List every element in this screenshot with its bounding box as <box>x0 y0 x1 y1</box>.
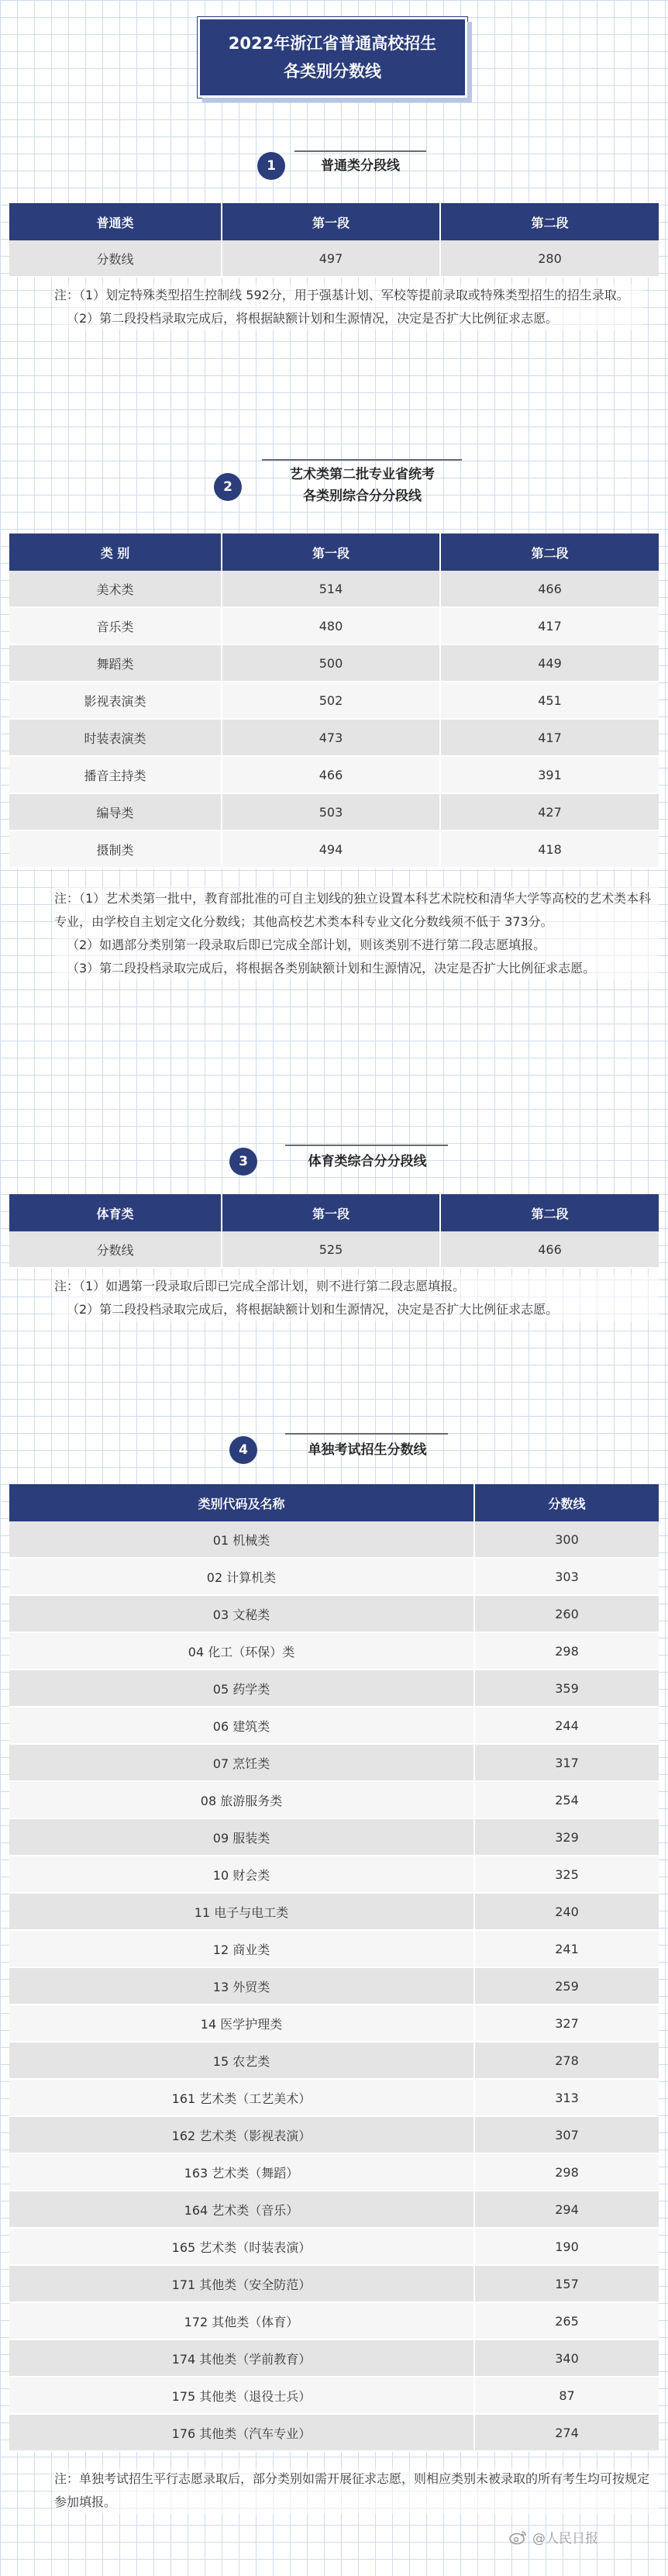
table-cell: 502 <box>222 682 440 719</box>
table-cell: 313 <box>474 2079 659 2116</box>
table-row <box>9 2116 659 2153</box>
table-header-cell: 第二段 <box>440 1194 659 1231</box>
table-header-cell: 普通类 <box>9 203 222 240</box>
table-header-row <box>9 534 659 571</box>
table-cell: 190 <box>474 2228 659 2265</box>
table-cell: 分数线 <box>9 1231 222 1268</box>
section-2-title-line1: 艺术类第二批专业省统考 <box>290 467 435 482</box>
table-cell: 05 药学类 <box>9 1670 474 1707</box>
section-3-table <box>9 1194 659 1269</box>
table-cell: 327 <box>474 2005 659 2042</box>
table-row <box>9 644 659 682</box>
table-header-row <box>9 1484 659 1521</box>
section-3-notes <box>54 1275 659 1321</box>
table-row <box>9 2005 659 2042</box>
table-cell: 391 <box>440 756 659 793</box>
table-cell: 影视表演类 <box>9 682 222 719</box>
table-cell: 417 <box>440 719 659 756</box>
section-4-title: 单独考试招生分数线 <box>308 1442 427 1458</box>
note-paragraph: 注：（1）如遇第一段录取后即已完成全部计划，则不进行第二段志愿填报。 <box>54 1279 466 1293</box>
table-cell: 494 <box>222 830 440 868</box>
note-paragraph: 注：（1）艺术类第一批中，教育部批准的可自主划线的独立设置本科艺术院校和清华大学等高校的艺术类本科专业，由学校自主划定文化分数线；其他高校艺术类本科专业文化分数线须不低于 373分。 <box>54 891 652 929</box>
table-cell: 174 其他类（学前教育） <box>9 2339 474 2377</box>
page-title-line2: 各类别分数线 <box>284 62 381 81</box>
table-row <box>9 793 659 830</box>
table-row <box>9 1818 659 1856</box>
table-row <box>9 1521 659 1558</box>
table-row <box>9 2265 659 2302</box>
table-cell: 07 烹饪类 <box>9 1744 474 1781</box>
note-paragraph: （3）第二段投档录取完成后，将根据各类别缺额计划和生源情况，决定是否扩大比例征求志愿。 <box>67 961 596 975</box>
table-cell: 162 艺术类（影视表演） <box>9 2116 474 2153</box>
table-cell: 09 服装类 <box>9 1818 474 1856</box>
table-cell: 241 <box>474 1930 659 1967</box>
table-cell: 165 艺术类（时装表演） <box>9 2228 474 2265</box>
weibo-icon <box>509 2529 528 2545</box>
note-paragraph: 注：单独考试招生平行志愿录取后，部分类别如需开展征求志愿，则相应类别未被录取的所有考生均可按规定参加填报。 <box>54 2471 650 2509</box>
table-cell: 466 <box>440 571 659 607</box>
table-row <box>9 1930 659 1967</box>
table-row <box>9 1558 659 1595</box>
table-header-cell: 第一段 <box>222 534 440 571</box>
table-row <box>9 2339 659 2377</box>
section-2-title <box>256 464 469 507</box>
table-row <box>9 1231 659 1268</box>
table-cell: 278 <box>474 2042 659 2079</box>
table-cell: 329 <box>474 1818 659 1856</box>
table-cell: 340 <box>474 2339 659 2377</box>
table-cell: 08 旅游服务类 <box>9 1781 474 1818</box>
table-header-cell: 类别代码及名称 <box>9 1484 474 1521</box>
table-row <box>9 2228 659 2265</box>
section-4-notes <box>54 2467 659 2514</box>
note-paragraph: （2）第二段投档录取完成后，将根据缺额计划和生源情况，决定是否扩大比例征求志愿。 <box>67 311 559 326</box>
table-row <box>9 2191 659 2228</box>
table-cell: 240 <box>474 1893 659 1930</box>
table-row <box>9 1893 659 1930</box>
table-row <box>9 1744 659 1781</box>
table-row <box>9 2042 659 2079</box>
table-cell: 15 农艺类 <box>9 2042 474 2079</box>
table-cell: 03 文秘类 <box>9 1595 474 1632</box>
table-cell: 466 <box>222 756 440 793</box>
table-cell: 451 <box>440 682 659 719</box>
table-row <box>9 719 659 756</box>
page-title <box>198 17 467 98</box>
table-cell: 175 其他类（退役士兵） <box>9 2377 474 2414</box>
table-cell: 300 <box>474 1521 659 1558</box>
table-cell: 260 <box>474 1595 659 1632</box>
section-3-divider <box>285 1145 448 1146</box>
table-cell: 音乐类 <box>9 607 222 644</box>
table-cell: 11 电子与电工类 <box>9 1893 474 1930</box>
table-row <box>9 830 659 868</box>
table-cell: 157 <box>474 2265 659 2302</box>
watermark <box>509 2527 598 2547</box>
table-cell: 87 <box>474 2377 659 2414</box>
table-cell: 298 <box>474 2153 659 2191</box>
table-cell: 摄制类 <box>9 830 222 868</box>
table-cell: 280 <box>440 240 659 277</box>
section-2-table <box>9 534 659 868</box>
section-2-divider <box>262 459 462 461</box>
section-1-notes <box>54 284 643 330</box>
section-3-number: 3 <box>229 1148 257 1176</box>
table-cell: 163 艺术类（舞蹈） <box>9 2153 474 2191</box>
table-cell: 303 <box>474 1558 659 1595</box>
table-cell: 舞蹈类 <box>9 644 222 682</box>
table-cell: 325 <box>474 1856 659 1893</box>
table-cell: 04 化工（环保）类 <box>9 1632 474 1670</box>
table-row <box>9 2302 659 2339</box>
section-1-divider <box>294 150 426 152</box>
section-1-table <box>9 203 659 278</box>
table-cell: 298 <box>474 1632 659 1670</box>
table-row <box>9 1856 659 1893</box>
table-cell: 497 <box>222 240 440 277</box>
table-cell: 美术类 <box>9 571 222 607</box>
table-header-cell: 第一段 <box>222 203 440 240</box>
table-cell: 359 <box>474 1670 659 1707</box>
table-cell: 02 计算机类 <box>9 1558 474 1595</box>
note-paragraph: 注：（1）划定特殊类型招生控制线 592分，用于强基计划、军校等提前录取或特殊类型招生的招生录取。 <box>54 288 629 302</box>
table-cell: 161 艺术类（工艺美术） <box>9 2079 474 2116</box>
table-header-cell: 第二段 <box>440 203 659 240</box>
table-cell: 500 <box>222 644 440 682</box>
table-cell: 294 <box>474 2191 659 2228</box>
table-cell: 244 <box>474 1707 659 1744</box>
table-cell: 13 外贸类 <box>9 1967 474 2005</box>
table-row <box>9 1781 659 1818</box>
table-header-cell: 分数线 <box>474 1484 659 1521</box>
table-cell: 473 <box>222 719 440 756</box>
table-cell: 171 其他类（安全防范） <box>9 2265 474 2302</box>
table-row <box>9 2377 659 2414</box>
table-cell: 10 财会类 <box>9 1856 474 1893</box>
note-paragraph: （2）第二段投档录取完成后，将根据缺额计划和生源情况，决定是否扩大比例征求志愿。 <box>67 1302 559 1317</box>
table-header-cell: 体育类 <box>9 1194 222 1231</box>
section-4-table <box>9 1484 659 2452</box>
table-cell: 525 <box>222 1231 440 1268</box>
table-cell: 12 商业类 <box>9 1930 474 1967</box>
table-cell: 172 其他类（体育） <box>9 2302 474 2339</box>
table-row <box>9 682 659 719</box>
table-cell: 418 <box>440 830 659 868</box>
table-cell: 01 机械类 <box>9 1521 474 1558</box>
section-4-number: 4 <box>229 1436 257 1464</box>
table-row <box>9 2414 659 2451</box>
table-row <box>9 1670 659 1707</box>
table-cell: 06 建筑类 <box>9 1707 474 1744</box>
section-1-title: 普通类分段线 <box>321 158 400 174</box>
table-row <box>9 1632 659 1670</box>
table-cell: 编导类 <box>9 793 222 830</box>
table-row <box>9 2079 659 2116</box>
section-2-title-line2: 各类别综合分分段线 <box>303 489 422 504</box>
table-row <box>9 756 659 793</box>
table-row <box>9 1595 659 1632</box>
table-cell: 317 <box>474 1744 659 1781</box>
table-cell: 514 <box>222 571 440 607</box>
table-cell: 503 <box>222 793 440 830</box>
section-2-notes <box>54 887 659 980</box>
table-cell: 265 <box>474 2302 659 2339</box>
table-cell: 时装表演类 <box>9 719 222 756</box>
table-cell: 449 <box>440 644 659 682</box>
table-header-cell: 第二段 <box>440 534 659 571</box>
table-cell: 274 <box>474 2414 659 2451</box>
section-4-divider <box>285 1433 448 1435</box>
table-cell: 14 医学护理类 <box>9 2005 474 2042</box>
table-row <box>9 607 659 644</box>
table-header-cell: 类 别 <box>9 534 222 571</box>
table-header-row <box>9 1194 659 1231</box>
table-row <box>9 571 659 607</box>
table-row <box>9 240 659 277</box>
table-row <box>9 1707 659 1744</box>
table-cell: 164 艺术类（音乐） <box>9 2191 474 2228</box>
table-cell: 466 <box>440 1231 659 1268</box>
table-cell: 254 <box>474 1781 659 1818</box>
table-cell: 417 <box>440 607 659 644</box>
watermark-text: @人民日报 <box>532 2531 598 2547</box>
section-3-title: 体育类综合分分段线 <box>308 1154 427 1169</box>
table-cell: 480 <box>222 607 440 644</box>
table-row <box>9 2153 659 2191</box>
page-title-line1: 2022年浙江省普通高校招生 <box>228 34 437 53</box>
table-cell: 176 其他类（汽车专业） <box>9 2414 474 2451</box>
table-header-cell: 第一段 <box>222 1194 440 1231</box>
table-row <box>9 1967 659 2005</box>
table-cell: 播音主持类 <box>9 756 222 793</box>
table-cell: 分数线 <box>9 240 222 277</box>
table-cell: 427 <box>440 793 659 830</box>
table-header-row <box>9 203 659 240</box>
section-2-number: 2 <box>214 473 242 501</box>
table-cell: 307 <box>474 2116 659 2153</box>
table-cell: 259 <box>474 1967 659 2005</box>
section-1-number: 1 <box>257 152 285 180</box>
note-paragraph: （2）如遇部分类别第一段录取后即已完成全部计划，则该类别不进行第二段志愿填报。 <box>67 938 546 952</box>
